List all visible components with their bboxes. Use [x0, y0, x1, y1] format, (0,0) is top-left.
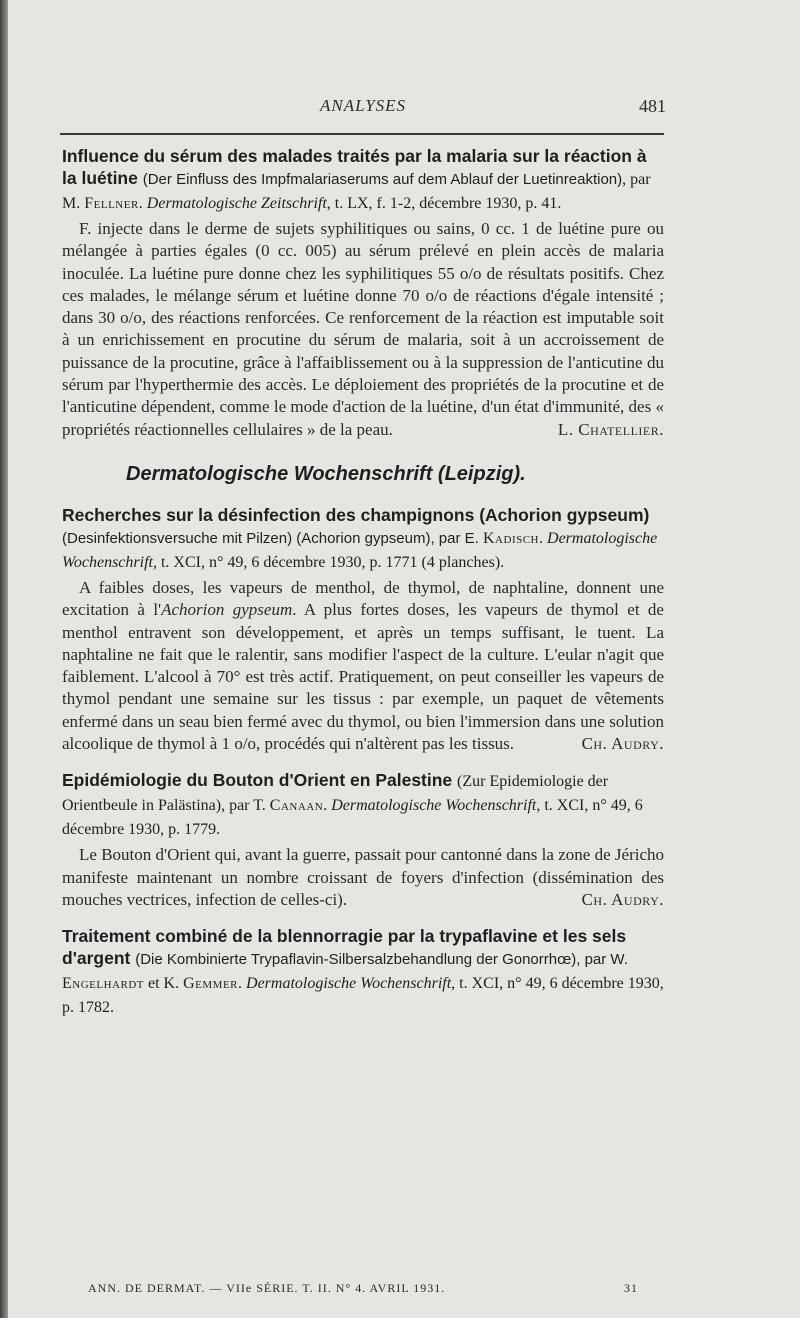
abstract-reference: , t. XCI, n° 49, 6 décembre 1930, p. 1771 (4 planches).	[152, 553, 505, 571]
journal-page	[8, 0, 800, 1318]
abstract-subtitle: (Zur Epidemiologie der Orientbeule in Palästina), par T.	[62, 773, 609, 815]
abstract-signature: Ch. Audry.	[581, 734, 664, 754]
abstract-title: Influence du sérum des malades traités par la malaria sur la réaction à la luétine (Der Einfluss des Impfmalariaserums auf dem Ablauf der Luetinreaktion), par M. Fellner. Dermatologische Zeitschrift, t. LX, f. 1-2, décembre 1930, p. 41.	[62, 146, 651, 212]
abstract-blennorragie	[62, 925, 664, 1019]
abstract-body: Le Bouton d'Orient qui, avant la guerre, passait pour cantonné dans la zone de Jéricho manifeste maintenant un nombre croissant de foyers d'infection (dissémination des mouches vectrices, infection de celles-ci). Ch. Audry.	[62, 844, 664, 911]
abstract-author: Engelhardt	[62, 975, 144, 993]
running-title: ANALYSES	[319, 96, 407, 115]
abstract-title: Recherches sur la désinfection des champignons (Achorion gypseum) (Desinfektionsversuche mit Pilzen) (Achorion gypseum), par E. Kadisch. Dermatologische Wochenschrift, t. XCI, n° 49, 6 décembre 1930, p. 1771 (4 planches).	[62, 504, 658, 571]
abstract-journal: Dermatologische Zeitschrift	[146, 195, 327, 212]
abstract-signature: L. Chatellier.	[557, 419, 664, 439]
abstract-title: Epidémiologie du Bouton d'Orient en Palestine (Zur Epidemiologie der Orientbeule in Palästina), par T. Canaan. Dermatologische Wochenschrift, t. XCI, n° 49, 6 décembre 1930, p. 1779.	[62, 770, 643, 839]
abstract-subtitle: (Die Kombinierte Trypaflavin-Silbersalzbehandlung der Gonorrhœ), par W.	[135, 951, 628, 969]
abstract-bouton-orient	[62, 769, 664, 911]
page-footer	[88, 1281, 648, 1296]
abstract-author: Fellner	[84, 195, 139, 212]
abstract-signature: Ch. Audry.	[581, 889, 664, 909]
binding-edge	[0, 0, 8, 1318]
page-header	[60, 96, 666, 126]
abstract-journal: Dermatologische Wochenschrift	[246, 975, 452, 993]
abstract-body: F. injecte dans le derme de sujets syphilitiques ou sains, 0 cc. 1 de luétine pure ou mélangée à parties égales (0 cc. 005) au sérum prélevé en plein accès de malaria inoculée. La luétine pure donne chez les syphilitiques 55 o/o de résultats positifs. Chez ces malades, le mélange sérum et luétine donne 70 o/o de réactions d'égale intensité ; dans 30 o/o, des réactions renforcées. Ce renforcement de la réaction est imputable soit à un enrichissement en procutine du sérum de malaria, soit à un accroissement de puissance de la procutine, grâce à l'affaiblissement ou à la suppression de l'anticutine du sérum par l'hyperthermie des accès. Le déploiement des propriétés de la procutine et de l'anticutine dépendent, comme le mode d'action de la luétine, d'un état d'immunité, des « propriétés réactionnelles cellulaires » de la peau. L. Chatellier.	[62, 218, 664, 441]
abstract-body: A faibles doses, les vapeurs de menthol, de thymol, de naphtaline, donnent une excitation à l'Achorion gypseum. A plus fortes doses, les vapeurs de thymol et de menthol entravent son développement, et après un temps suffisant, le tuent. La naphtaline ne fait que le ralentir, sans modifier l'aspect de la culture. L'eular n'agit que faiblement. L'alcool à 70° est très actif. Pratiquement, on peut conseiller les vapeurs de thymol pendant une semaine sur les tissus : par exemple, un paquet de vêtements enfermé dans un seau bien fermé avec du thymol, ou bien l'immersion dans une solution alcoolique de thymol à 1 o/o, procédés qui n'altèrent pas les tissus. Ch. Audry.	[62, 577, 664, 755]
page-content	[62, 145, 664, 1019]
abstract-reference: , t. XCI, n° 49, 6 décembre 1930, p. 1779.	[62, 797, 643, 839]
abstract-subtitle: (Der Einfluss des Impfmalariaserums auf dem Ablauf der Luetinreaktion)	[142, 171, 623, 188]
abstract-subtitle: (Desinfektionsversuche mit Pilzen) (Achorion gypseum), par E.	[62, 529, 483, 547]
abstract-author: Kadisch	[483, 529, 540, 547]
abstract-journal: Dermatologische Wochenschrift	[62, 529, 658, 571]
abstract-malaria-luetine	[62, 145, 664, 441]
abstract-reference: , t. XCI, n° 49, 6 décembre 1930, p. 1782.	[62, 975, 664, 1017]
abstract-author-2: Gemmer	[183, 975, 239, 993]
signature-mark: 31	[624, 1281, 638, 1295]
abstract-journal: Dermatologische Wochenschrift	[331, 797, 537, 815]
abstract-reference: , t. LX, f. 1-2, décembre 1930, p. 41.	[326, 195, 562, 212]
header-rule	[60, 133, 664, 135]
page-number: 481	[639, 96, 666, 116]
journal-section-heading: Dermatologische Wochenschrift (Leipzig).	[126, 462, 526, 485]
abstract-author: Canaan	[269, 797, 324, 815]
abstract-title: Traitement combiné de la blennorragie par la trypaflavine et les sels d'argent (Die Kombinierte Trypaflavin-Silbersalzbehandlung der Gonorrhœ), par W. Engelhardt et K. Gemmer. Dermatologische Wochenschrift, t. XCI, n° 49, 6 décembre 1930, p. 1782.	[62, 926, 664, 1017]
abstract-achorion	[62, 504, 664, 755]
footer-citation: ANN. DE DERMAT. — VIIe SÉRIE. T. II. N° 4. AVRIL 1931.	[88, 1281, 446, 1295]
